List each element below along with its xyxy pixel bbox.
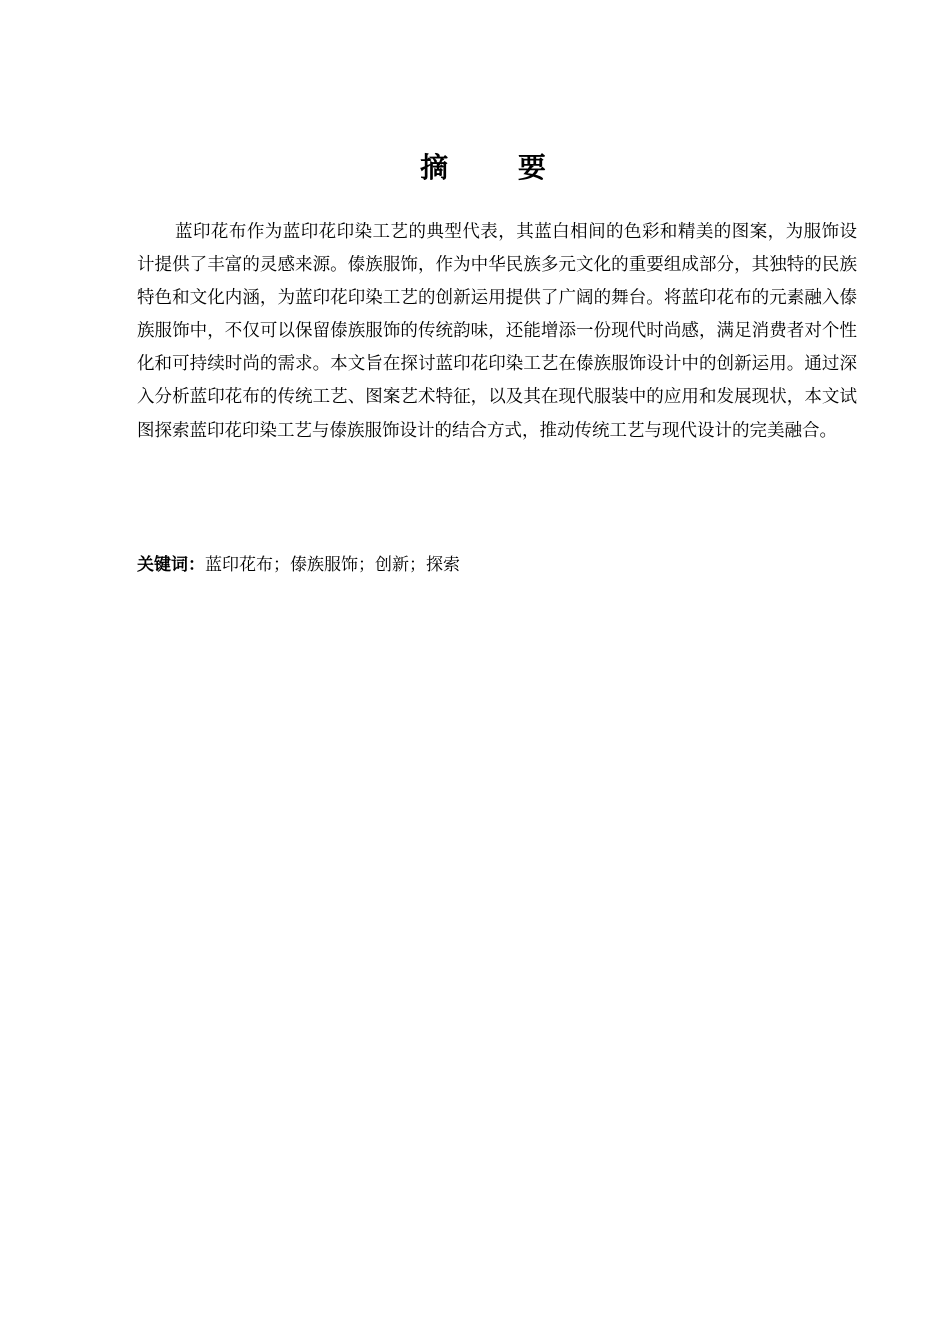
keywords-label: 关键词： — [137, 555, 205, 575]
keywords-line — [137, 551, 857, 579]
abstract-title: 摘 要 — [420, 151, 576, 184]
abstract-body: 蓝印花布作为蓝印花印染工艺的典型代表，其蓝白相间的色彩和精美的图案，为服饰设计提供了丰富的灵感来源。傣族服饰，作为中华民族多元文化的重要组成部分，其独特的民族特色和文化内涵，为蓝印花印染工艺的创新运用提供了广阔的舞台。将蓝印花布的元素融入傣族服饰中，不仅可以保留傣族服饰的传统韵味，还能增添一份现代时尚感，满足消费者对个性化和可持续时尚的需求。本文旨在探讨蓝印花印染工艺在傣族服饰设计中的创新运用。通过深入分析蓝印花布的传统工艺、图案艺术特征，以及其在现代服装中的应用和发展现状，本文试图探索蓝印花印染工艺与傣族服饰设计的结合方式，推动传统工艺与现代设计的完美融合。 — [137, 222, 857, 441]
keywords-value: 蓝印花布；傣族服饰；创新；探索 — [205, 555, 460, 575]
